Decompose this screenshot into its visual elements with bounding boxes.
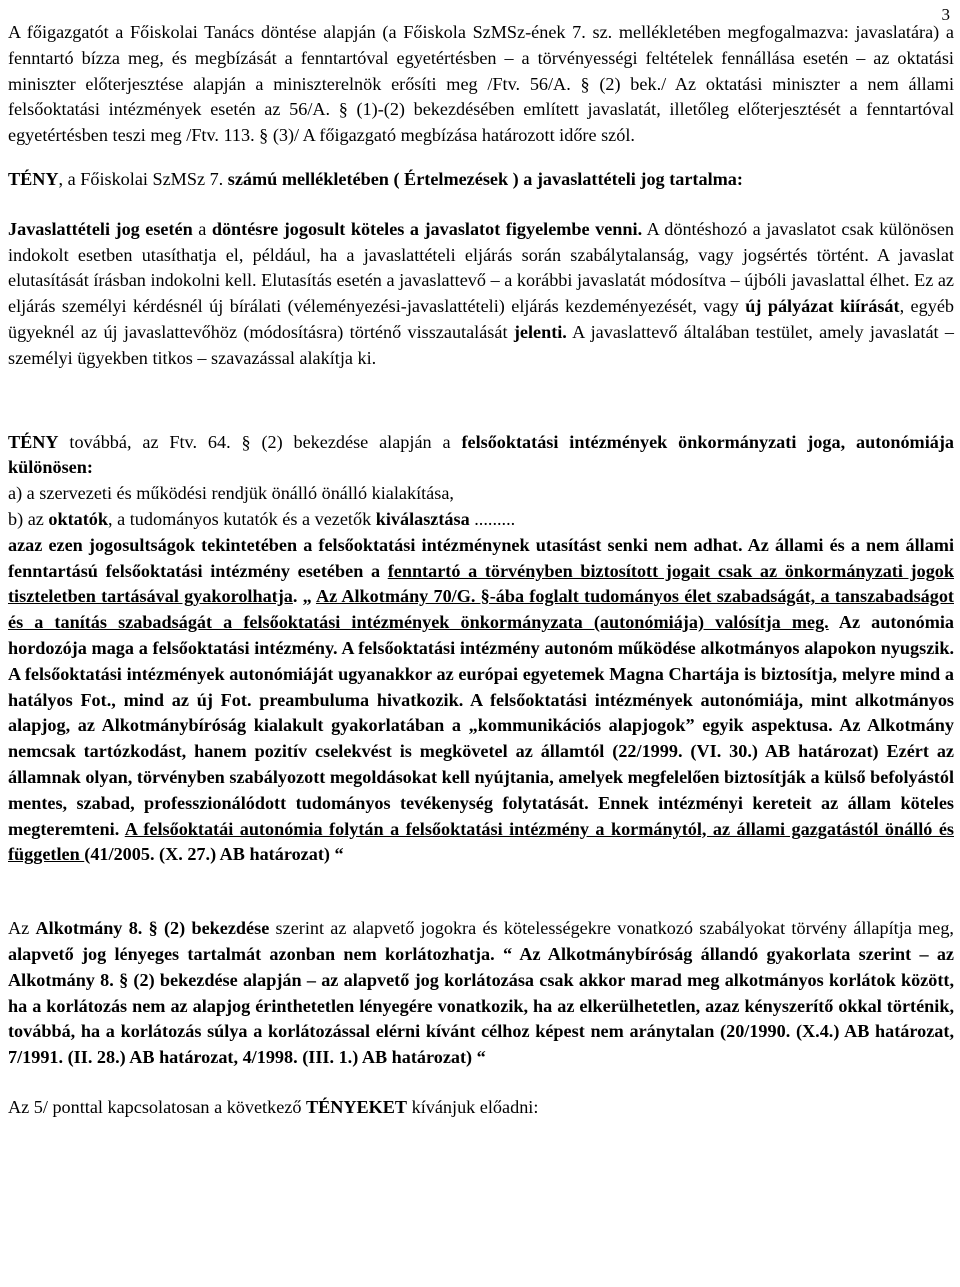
bold-phrase: Alkotmány 8. § (2) bekezdése [35,918,270,939]
bold-phrase: TÉNYEKET [305,1096,408,1117]
page-number: 3 [941,5,950,24]
text-run: A döntéshozó a javaslatot csak különösen indokolt esetben utasíthatja el, például, ha a javaslattételi eljárás során szabálytalanság, vagy jogsértés történt. A javaslat elutasítását írásban indokolni kell. Elutasítás esetén a javaslattevő – a korábbi javaslatát módosítva – újbóli javaslattal élhet. Ez az eljárás személyi kérdésnél új bírálati (véleményezési-javaslattételi) eljárás kezdeményezését, vagy [8,218,954,317]
heading-mid: , a Főiskolai SzMSz 7. [58,168,228,189]
text-run: (41/2005. (X. 27.) AB határozat) “ [84,844,344,865]
document-body [8,20,954,1121]
paragraph-autonomia [8,430,954,869]
underlined-phrase: Az Alkotmány 70/G. §-ába foglalt tudományos élet szabadságát, a tanszabadságot és a tanítás szabadságát a felsőoktatási intézmények önkormányzata (autonómiája) valósítja meg. [8,586,954,633]
text-run: A javaslattevő általában testület, amely javaslatát – személyi ügyekben titkos – szavazással alakítja ki. [8,321,954,368]
underlined-phrase: A felsőoktatái autonómia folytán a felsőoktatási intézmény a kormánytól, az állami gazgatástól önálló és független [8,818,954,865]
list-item-a: a) a szervezeti és működési rendjük önálló önálló kialakítása, [8,483,454,504]
text-run: , egyéb ügyeknél az új javaslattevőhöz (módosításra) történő visszautalását [8,296,954,342]
text-run: a [192,218,212,239]
heading-rest: számú mellékletében ( Értelmezések ) a javaslattételi jog tartalma: [227,168,743,189]
text-run: , a tudományos kutatók és a vezetők [108,508,376,529]
bold-phrase: alapvető jog lényeges tartalmát azonban nem korlátozhatja. “ Az Alkotmánybíróság állandó gyakorlata szerint – az Alkotmány 8. § (2) bekezdése alapján – az alapvető jog korlátozása csak akkor marad meg alkotmányos korlátok között, ha a korlátozás nem az alapjog érinthetetlen lényegére vonatkozik, ha az elkerülhetetlen, azaz kényszerítő okkal történik, továbbá, ha a korlátozás súlya a korlátozással elérni kívánt célhoz képest nem aránytalan (20/1990. (X.4.) AB határozat, 7/1991. (II. 28.) AB határozat, 4/1998. (III. 1.) AB határozat) “ [8,943,954,1068]
list-item-b [8,507,954,533]
paragraph-alkotmany [8,916,954,1071]
heading-teny-szmsz [8,167,954,193]
javaslattetel-lead: Javaslattételi jog esetén [8,218,193,239]
bold-phrase: felsőoktatási intézmények önkormányzati joga, autonómiája különösen: [8,431,955,478]
bold-phrase: jelenti. [513,321,567,342]
paragraph-tenyek-intro [8,1095,954,1121]
teny-label: TÉNY [8,168,59,189]
paragraph-appointment: A főigazgatót a Főiskolai Tanács döntése alapján (a Főiskola SzMSz-ének 7. sz. mellékletében megfogalmazva: javaslatára) a fenntartó bízza meg, és megbízását a fenntartóval egyetértésben – a törvényességi feltételek fennállása esetén – az oktatási miniszter előterjesztése alapján a miniszterelnök erősíti meg /Ftv. 56/A. § (2) bek./ Az oktatási miniszter a nem állami felsőoktatási intézmények esetén az 56/A. § (1)-(2) bekezdésében említett javaslatát, illetőleg előterjesztését a fenntartóval egyetértésben teszi meg /Ftv. 113. § (3)/ A főigazgató megbízása határozott időre szól. [8,22,954,146]
bold-phrase: oktatók [48,508,109,529]
javaslattetel-lead-2: döntésre jogosult köteles a javaslatot figyelembe venni. [211,218,643,239]
text-run: továbbá, az Ftv. 64. § (2) bekezdése alapján a [58,431,462,452]
text-run: szerint az alapvető jogokra és kötelességekre vonatkozó szabályokat törvény állapítja meg, [269,918,954,939]
bold-phrase: kiválasztása [375,508,470,529]
teny-label: TÉNY [8,431,59,452]
text-run: kívánjuk előadni: [407,1096,539,1117]
text-run: . „ [292,586,316,607]
text-run: ......... [469,508,516,529]
paragraph-javaslattetel [8,217,954,372]
bold-block [8,535,954,865]
bold-phrase: új pályázat kiírását [745,296,900,317]
text-run: azaz ezen jogosultságok tekintetében a felsőoktatási intézménynek utasítást senki nem adhat. Az állami és a nem állami fenntartású felsőoktatási intézmény esetében a [8,534,954,581]
underlined-phrase: fenntartó a törvényben biztosított jogait csak az önkormányzati jogok tiszteletben tartásával gyakorolhatja [8,560,955,607]
text-run: b) az [8,508,49,529]
text-run: Az autonómia hordozója maga a felsőoktatási intézmény. A felsőoktatási intézmény autonóm működése alkotmányos alapokon nyugszik. A felsőoktatási intézmények autonómiáját ugyanakkor az európai egyetemek Magna Chartája is biztosítja, melyre mind a hatályos Fot., mind az új Fot. preambuluma hivatkozik. A felsőoktatási intézmények autonómiája, mint alkotmányos alapjog, az Alkotmánybíróság kialakult gyakorlatában a „kommunikációs alapjogok” egyik aspektusa. Az Alkotmány nemcsak tartózkodást, hanem pozitív cselekvést is megkövetel az államtól (22/1999. (VI. 30.) AB határozat) Ezért az államnak olyan, törvényben szabályozott megoldásokat kell nyújtania, amelyek megfelelően biztosítják a külső befolyástól mentes, szabad, professzionálódott tudományos tevékenység folytatását. Ennek intézményi kereteit az állam köteles megteremteni. [8,612,954,839]
text-run: Az 5/ ponttal kapcsolatosan a következő [8,1096,306,1117]
text-run: Az [8,918,36,939]
